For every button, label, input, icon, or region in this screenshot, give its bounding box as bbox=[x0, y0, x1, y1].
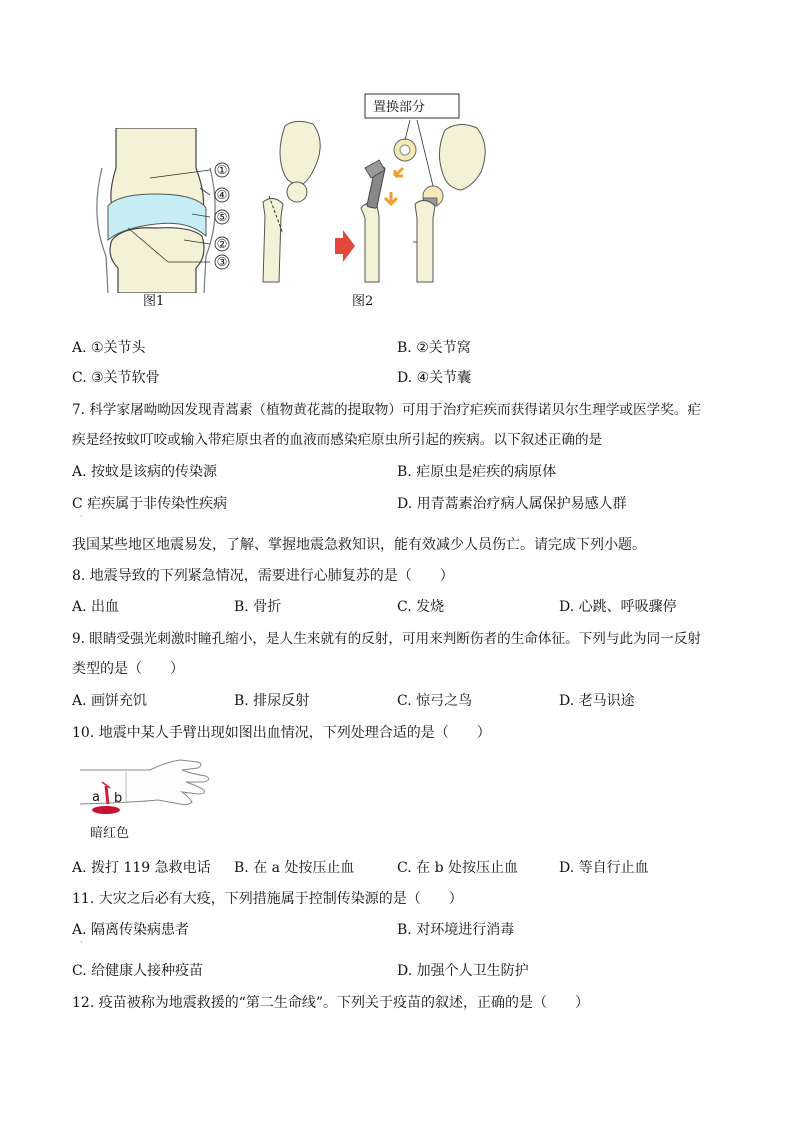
q10-stem: 10. 地震中某人手臂出现如图出血情况，下列处理合适的是（ ） bbox=[72, 725, 491, 741]
q9-option-a: A. 画饼充饥 bbox=[72, 693, 148, 709]
q9-option-d: D. 老马识途 bbox=[559, 693, 635, 709]
lower-bone bbox=[110, 228, 204, 293]
q7-option-d: D. 用青蒿素治疗病人属保护易感人群 bbox=[397, 496, 627, 512]
knee-callout-3: ③ bbox=[216, 255, 228, 269]
q12-stem: 12. 疫苗被称为地震救援的“第二生命线”。下列关于疫苗的叙述，正确的是（ ） bbox=[72, 995, 590, 1011]
q7-option-c-dot: · bbox=[80, 512, 83, 521]
hip-replacement-figure bbox=[255, 92, 500, 292]
q8-option-a: A. 出血 bbox=[72, 599, 120, 615]
knee-callout-4: ④ bbox=[216, 188, 228, 202]
arm-bleeding-figure bbox=[80, 752, 212, 816]
q10-option-c: C. 在 b 处按压止血 bbox=[397, 860, 518, 876]
q11-option-c: C. 给健康人接种疫苗 bbox=[72, 963, 204, 979]
bleeding-mark bbox=[106, 786, 108, 804]
q8-option-c: C. 发烧 bbox=[397, 599, 445, 615]
q8-stem: 8. 地震导致的下列紧急情况，需要进行心肺复苏的是（ ） bbox=[72, 568, 454, 584]
q7-stem-line2: 疾是经按蚊叮咬或输入带疟原虫者的血液而感染疟原虫所引起的疾病。以下叙述正确的是 bbox=[72, 432, 603, 448]
q11-option-d: D. 加强个人卫生防护 bbox=[397, 963, 529, 979]
arm-label-a: a bbox=[92, 790, 100, 805]
right-femur bbox=[415, 200, 435, 282]
q9-option-c: C. 惊弓之鸟 bbox=[397, 693, 473, 709]
knee-callout-2: ② bbox=[216, 237, 228, 251]
q11-stem: 11. 大灾之后必有大疫，下列措施属于控制传染源的是（ ） bbox=[72, 891, 463, 907]
q10-option-b: B. 在 a 处按压止血 bbox=[234, 860, 355, 876]
left-femur bbox=[263, 198, 283, 282]
left-pelvis bbox=[280, 121, 320, 184]
q7-option-c: C 疟疾属于非传染性疾病 bbox=[72, 496, 228, 512]
middle-femur bbox=[361, 203, 379, 282]
fig1-label: 图1 bbox=[143, 294, 165, 309]
q9-stem-line2: 类型的是（ ） bbox=[72, 661, 184, 677]
q11-option-b: B. 对环境进行消毒 bbox=[397, 922, 515, 938]
knee-callout-5: ⑤ bbox=[216, 210, 228, 224]
arm-label-b: b bbox=[114, 791, 123, 806]
q8-option-d: D. 心跳、呼吸骤停 bbox=[559, 599, 677, 615]
q7-option-b: B. 疟原虫是疟疾的病原体 bbox=[397, 464, 557, 480]
orange-arrow-1 bbox=[395, 168, 403, 176]
q10-option-a: A. 拨打 119 急救电话 bbox=[72, 860, 211, 876]
q7-option-a: A. 按蚊是该病的传染源 bbox=[72, 464, 218, 480]
orange-arrow-2 bbox=[385, 192, 397, 204]
earthquake-intro: 我国某些地区地震易发，了解、掌握地震急救知识，能有效减少人员伤亡。请完成下列小题。 bbox=[72, 537, 646, 553]
right-pelvis bbox=[439, 124, 485, 190]
q11-option-a: A. 隔离传染病患者 bbox=[72, 922, 190, 938]
arm-caption: 暗红色 bbox=[90, 826, 130, 841]
red-arrow bbox=[335, 230, 355, 262]
replace-box-label: 置换部分 bbox=[373, 100, 426, 115]
q9-option-b: B. 排尿反射 bbox=[234, 693, 310, 709]
knee-callout-1: ① bbox=[216, 163, 228, 177]
q6-option-a: A. ①关节头 bbox=[72, 340, 146, 356]
q6-option-c: C. ③关节软骨 bbox=[72, 370, 160, 386]
q11-option-a-dot: · bbox=[80, 938, 83, 947]
q7-stem-line1: 7. 科学家屠呦呦因发现青蒿素（植物黄花蒿的提取物）可用于治疗疟疾而获得诺贝尔生理学或医学奖。疟 bbox=[72, 402, 702, 418]
q9-stem-line1: 9. 眼睛受强光刺激时瞳孔缩小，是人生来就有的反射，可用来判断伤者的生命体征。下列与此为同一反射 bbox=[72, 631, 702, 647]
q10-option-d: D. 等自行止血 bbox=[559, 860, 649, 876]
q6-option-b: B. ②关节窝 bbox=[397, 340, 471, 356]
knee-joint-figure bbox=[88, 128, 248, 293]
q8-option-b: B. 骨折 bbox=[234, 599, 282, 615]
q6-option-d: D. ④关节囊 bbox=[397, 370, 472, 386]
fig2-label: 图2 bbox=[352, 294, 374, 309]
